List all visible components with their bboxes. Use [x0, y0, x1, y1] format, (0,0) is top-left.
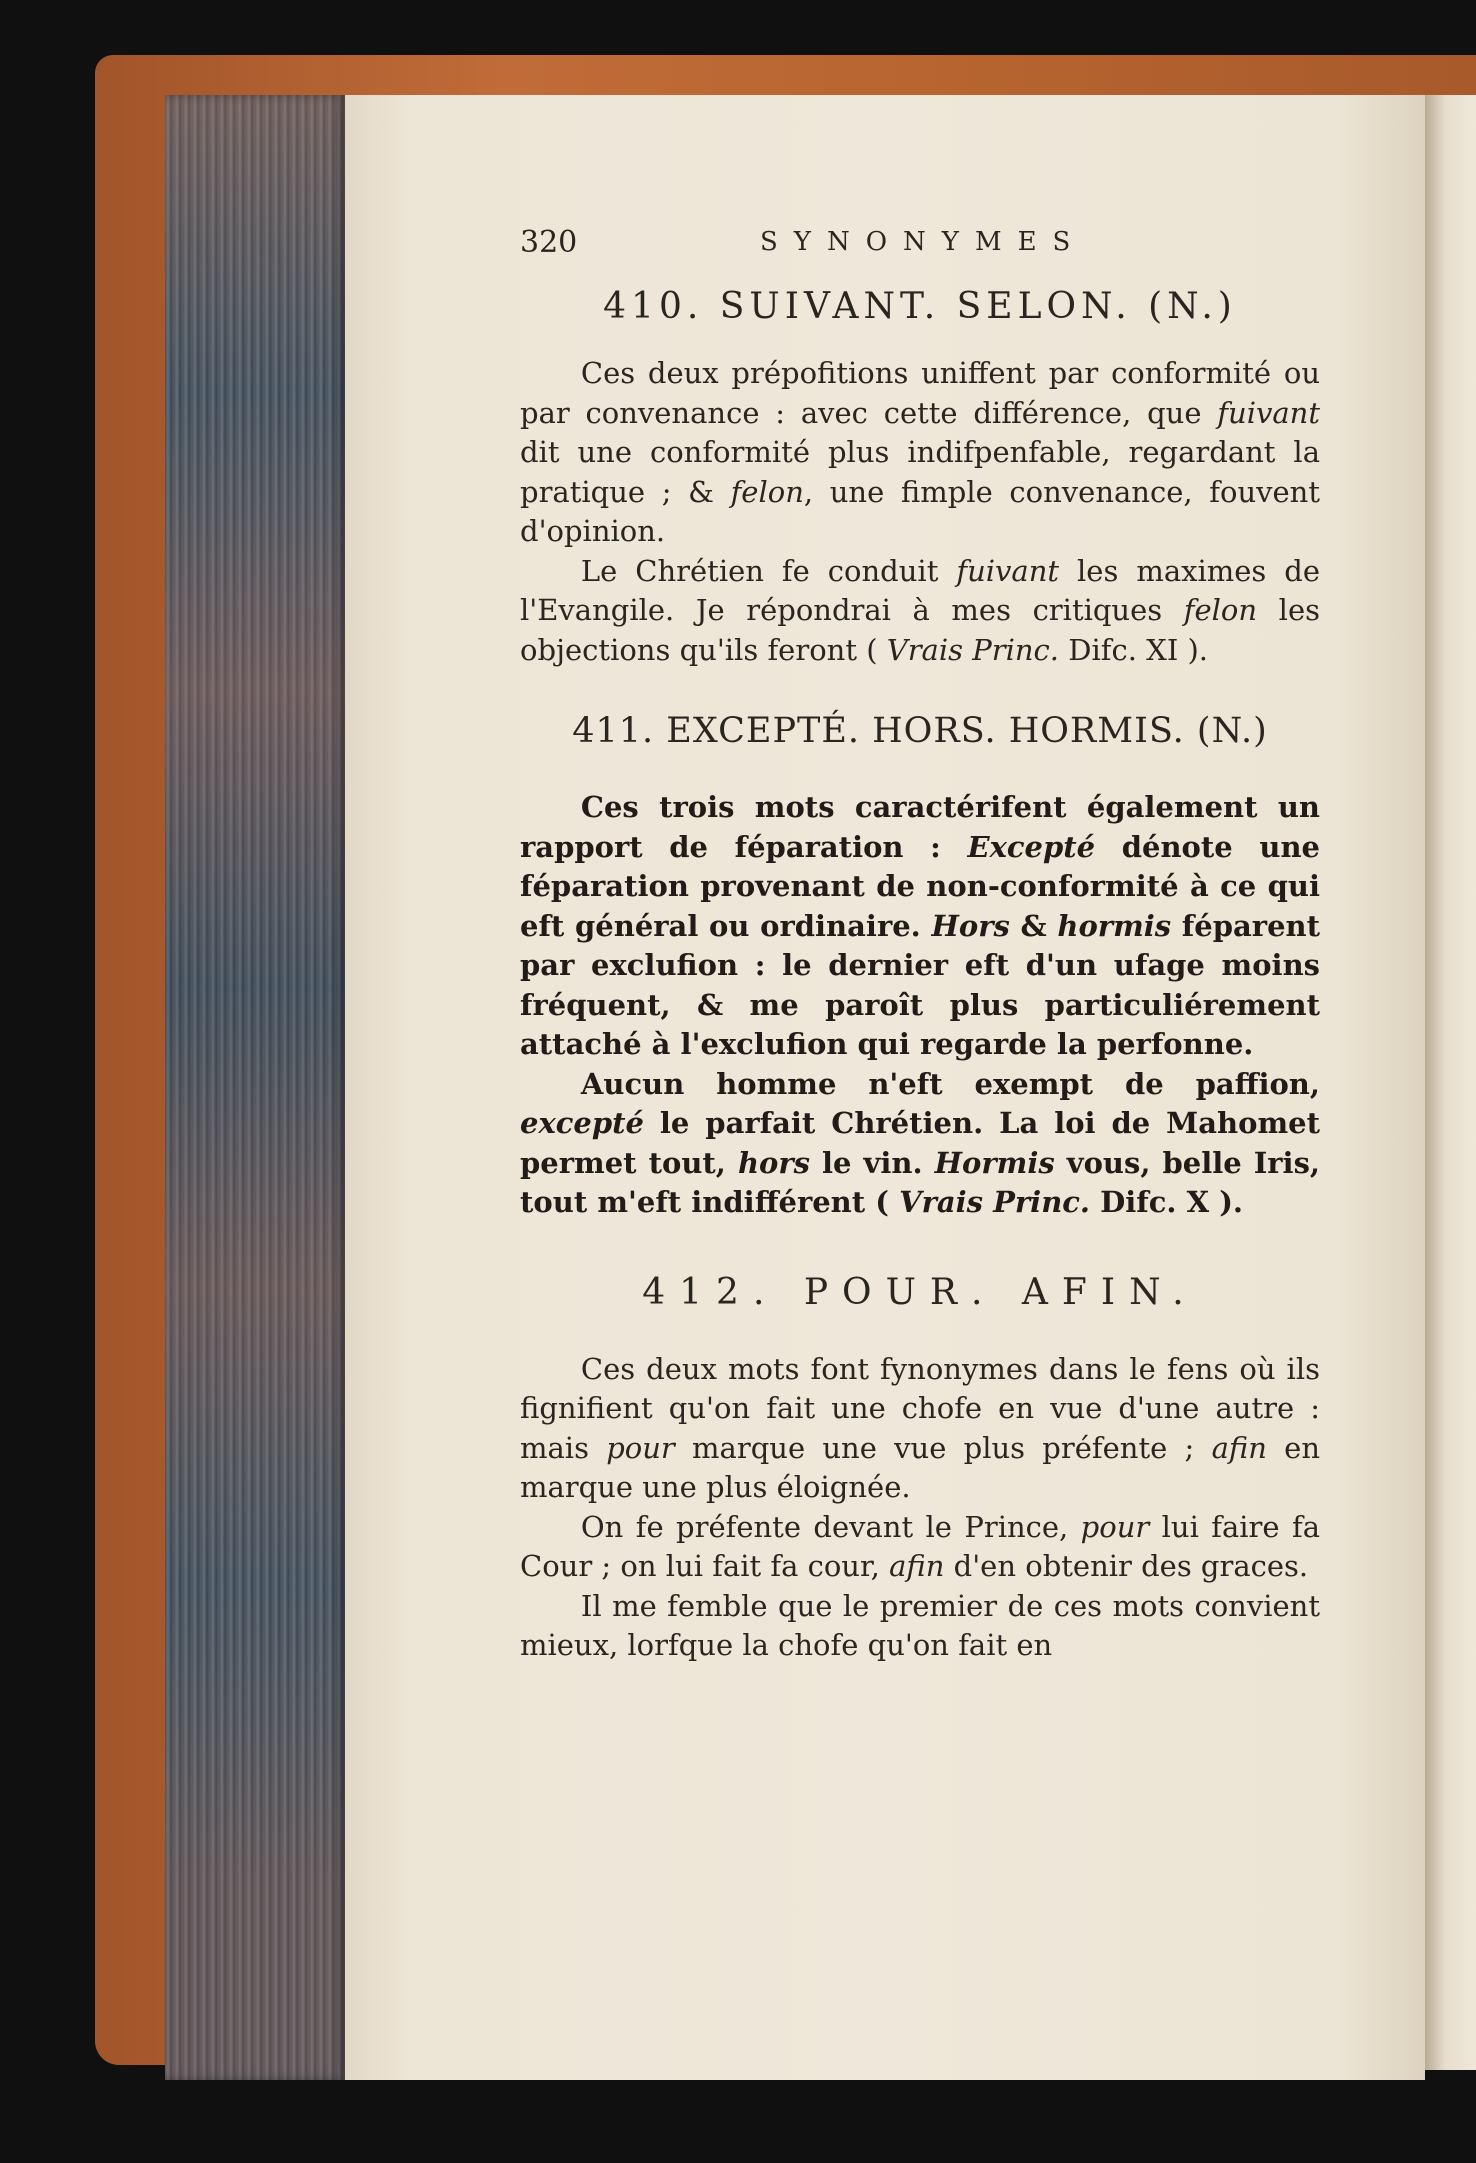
entry-example: Aucun homme n'eft exempt de paffion, excepté le parfait Chrétien. La loi de Mahomet permet tout, hors le vin. Hormis vous, belle Iris, tout m'eft indifférent ( Vrais Princ. Difc. X ).	[520, 1066, 1320, 1220]
entry-paragraph: Ces trois mots caractérifent également un rapport de féparation : Excepté dénote une féparation provenant de non-conformité à ce qui eft général ou ordinaire. Hors & hormis féparent par exclufion : le dernier eft d'un ufage moins fréquent, & me paroît plus particuliérement attaché à l'exclufion qui regarde la perfonne.	[520, 790, 1320, 1062]
page-text	[520, 225, 1320, 1666]
page-number: 320	[520, 225, 578, 260]
running-head	[520, 225, 1320, 285]
entry-heading: 411. EXCEPTÉ. HORS. HORMIS. (N.)	[572, 711, 1268, 752]
entry-paragraph: Il me femble que le premier de ces mots convient mieux, lorfque la chofe qu'on fait en	[520, 1588, 1320, 1663]
entry-410	[520, 285, 1320, 670]
entry-paragraph: Ces deux prépofitions uniffent par conformité ou par convenance : avec cette différence, que fuivant dit une conformité plus indifpenfable, regardant la pratique ; & felon, une fimple convenance, fouvent d'opinion.	[520, 356, 1320, 549]
running-title: SYNONYMES	[760, 227, 1087, 257]
entry-412	[520, 1271, 1320, 1666]
entry-paragraph: Ces deux mots font fynonymes dans le fens où ils fignifient qu'on fait une chofe en vue d'une autre : mais pour marque une vue plus préfente ; afin en marque une plus éloignée.	[520, 1351, 1321, 1505]
entry-411	[520, 710, 1320, 1223]
entry-example: Le Chrétien fe conduit fuivant les maximes de l'Evangile. Je répondrai à mes critiques felon les objections qu'ils feront ( Vrais Princ. Difc. XI ).	[520, 553, 1320, 667]
entry-heading: 412. POUR. AFIN.	[642, 1271, 1198, 1313]
facing-page	[1425, 95, 1476, 2070]
entry-heading: 410. SUIVANT. SELON. (N.)	[603, 286, 1237, 327]
marbled-page-edge	[165, 95, 345, 2080]
entry-example: On fe préfente devant le Prince, pour lui faire fa Cour ; on lui fait fa cour, afin d'en obtenir des graces.	[520, 1509, 1320, 1584]
